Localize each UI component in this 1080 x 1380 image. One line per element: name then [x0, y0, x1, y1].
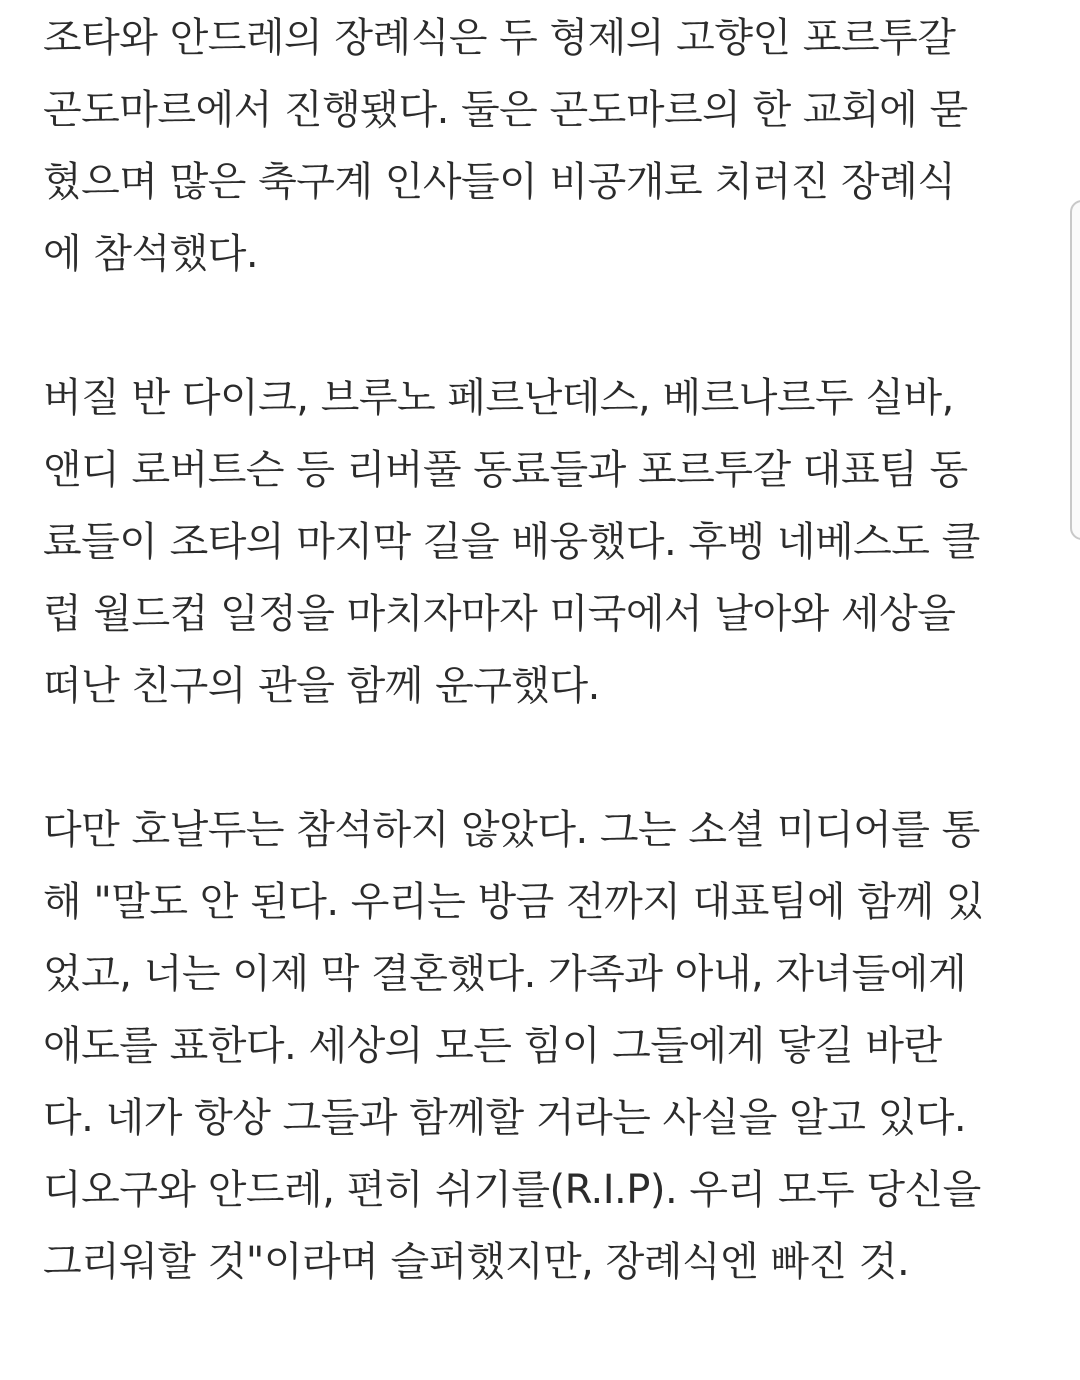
text-line: 료들이 조타의 마지막 길을 배웅했다. 후벵 네베스도 클	[43, 519, 980, 565]
scrollbar-handle[interactable]	[1070, 200, 1080, 540]
text-line: 조타와 안드레의 장례식은 두 형제의 고향인 포르투갈	[43, 15, 956, 61]
article-paragraph-2	[43, 362, 1043, 722]
text-line: 에 참석했다.	[43, 231, 259, 277]
text-line: 앤디 로버트슨 등 리버풀 동료들과 포르투갈 대표팀 동	[43, 447, 968, 493]
text-line: 버질 반 다이크, 브루노 페르난데스, 베르나르두 실바,	[43, 375, 954, 421]
article-paragraph-3	[43, 794, 1043, 1298]
text-line: 그리워할 것"이라며 슬퍼했지만, 장례식엔 빠진 것.	[43, 1239, 910, 1285]
text-line: 럽 월드컵 일정을 마치자마자 미국에서 날아와 세상을	[43, 591, 956, 637]
text-line: 애도를 표한다. 세상의 모든 힘이 그들에게 닿길 바란	[43, 1023, 942, 1069]
text-line: 다. 네가 항상 그들과 함께할 거라는 사실을 알고 있다.	[43, 1095, 967, 1141]
text-line: 해 "말도 안 된다. 우리는 방금 전까지 대표팀에 함께 있	[43, 879, 984, 925]
text-line: 떠난 친구의 관을 함께 운구했다.	[43, 663, 600, 709]
text-line: 곤도마르에서 진행됐다. 둘은 곤도마르의 한 교회에 묻	[43, 87, 968, 133]
article-body	[43, 0, 1043, 1298]
text-line: 었고, 너는 이제 막 결혼했다. 가족과 아내, 자녀들에게	[43, 951, 967, 997]
text-line: 디오구와 안드레, 편히 쉬기를(R.I.P). 우리 모두 당신을	[43, 1167, 981, 1213]
article-paragraph-1	[43, 0, 1043, 290]
text-line: 혔으며 많은 축구계 인사들이 비공개로 치러진 장례식	[43, 159, 956, 205]
text-line: 다만 호날두는 참석하지 않았다. 그는 소셜 미디어를 통	[43, 807, 980, 853]
